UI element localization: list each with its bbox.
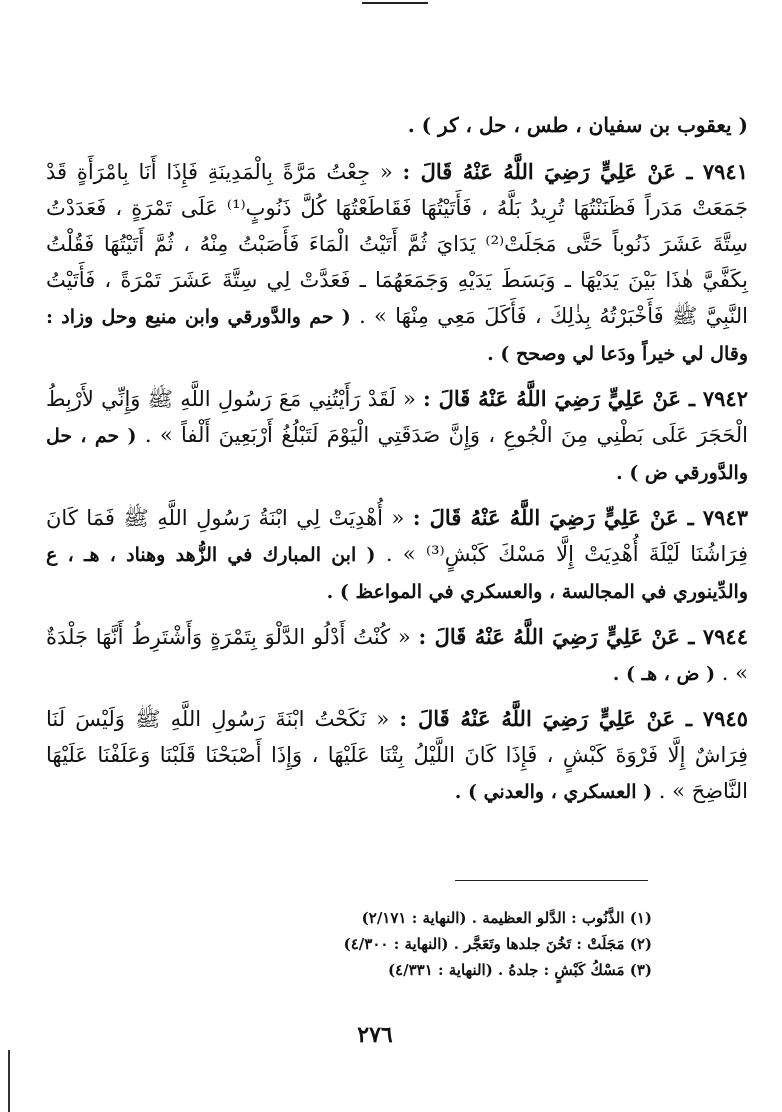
footnotes — [250, 905, 652, 983]
hadith-7945 — [46, 701, 748, 810]
hadith-7944 — [46, 619, 748, 692]
hadith-lead: ٧٩٤١ ـ عَنْ عَلِيٍّ رَضِيَ اللَّهُ عَنْهُ قَالَ : — [402, 159, 748, 184]
hadith-text: « كُنْتُ أَدْلُو الدَّلْوَ بِتَمْرَةٍ وَأَشْتَرِطُ أَنَّهَا جَلْدَةٌ » . — [46, 625, 748, 685]
footnote-1: (١) الذَّنُوب : الدَّلو العظيمة . (النهاية : ٢/١٧١) — [361, 909, 652, 927]
hadith-source: ( حم والدَّورقي وابن منيع وحل وزاد : وقال لي خيراً ودَعا لي وصحح ) . — [46, 306, 748, 365]
hadith-text: « أُهْدِيَتْ لِي ابْنَةُ رَسُولِ اللَّهِ ﷺ فَمَا كَانَ فِرَاشُنَا لَيْلَةَ أُهْدِيَتْ إِلَّا مَسْكَ كَبْشٍ⁽³⁾ » . — [46, 506, 748, 566]
footnote-2: (٢) مَجَلَتْ : تَخُنَ جلدها وتَعَجَّر . (النهاية : ٤/٣٠٠) — [343, 935, 652, 953]
top-rule — [362, 2, 428, 4]
hadith-lead: ٧٩٤٢ ـ عَنْ عَلِيٍّ رَضِيَ اللَّهُ عَنْهُ قَالَ : — [423, 386, 748, 411]
page-number: ٢٧٦ — [357, 1022, 393, 1048]
page-body — [46, 108, 748, 819]
hadith-text: « نَكَحْتُ ابْنَةَ رَسُولِ اللَّهِ ﷺ وَلَيْسَ لَنَا فِرَاشٌ إِلَّا فَرْوَةَ كَبْشٍ ، فَإِذَا كَانَ اللَّيْلُ بِتْنَا عَلَيْهَا ، وَإِذَا أَصْبَحْنَا قَلَبْنَا وَعَلَفْنَا عَلَيْهَا النَّاضِحَ » . — [46, 707, 748, 803]
hadith-7942 — [46, 381, 748, 491]
hadith-text: « جِعْتُ مَرَّةً بِالْمَدِينَةِ فَإِذَا أَنَا بِامْرَأَةٍ قَدْ جَمَعَتْ مَدَراً فَظَنَنْتُهَا تُرِيدُ بَلَّهُ ، فَأَتَيْتُهَا فَقَاطَعْتُهَا كُلَّ ذَنُوبٍ⁽¹⁾ عَلَى تَمْرَةٍ ، فَعَدَدْتُ سِتَّةَ عَشَرَ ذَنُوباً حَتَّى مَجَلَتْ⁽²⁾ يَدَايَ ثُمَّ أَتَيْتُ الْمَاءَ فَأَصَبْتُ مِنْهُ ، ثُمَّ أَتَيْتُهَا فَقُلْتُ بِكَفَّيَّ هٰذَا بَيْنَ يَدَيْهَا ـ وَبَسَطَ يَدَيْهِ وَجَمَعَهُمَا ـ فَعَدَّتْ لِي سِتَّةَ عَشَرَ تَمْرَةً ، فَأَتَيْتُ النَّبِيَّ ﷺ فَأَخْبَرْتُهُ بِذٰلِكَ ، فَأَكَلَ مَعِي مِنْهَا » . — [46, 160, 749, 328]
hadith-source: ( حم ، حل والدَّورقي ض ) . — [46, 425, 748, 484]
footnote-separator — [455, 880, 648, 881]
hadith-source: ( ض ، هـ ) . — [612, 663, 716, 685]
hadith-lead: ٧٩٤٥ ـ عَنْ عَلِيٍّ رَضِيَ اللَّهُ عَنْهُ قَالَ : — [399, 706, 748, 731]
continued-source-line: ( يعقوب بن سفيان ، طس ، حل ، كر ) . — [407, 113, 748, 137]
hadith-source: ( ابن المبارك في الزُّهد وهناد ، هـ ، ع والدِّينوري في المجالسة ، والعسكري في المواعظ ) . — [46, 544, 748, 603]
hadith-7941 — [46, 154, 748, 372]
scan-edge-mark — [8, 1050, 10, 1112]
hadith-source: ( العسكري ، والعدني ) . — [454, 781, 653, 803]
hadith-lead: ٧٩٤٣ ـ عَنْ عَلِيٍّ رَضِيَ اللَّهُ عَنْهُ قَالَ : — [412, 505, 748, 530]
hadith-7943 — [46, 500, 748, 610]
hadith-lead: ٧٩٤٤ ـ عَنْ عَلِيٍّ رَضِيَ اللَّهُ عَنْهُ قَالَ : — [418, 624, 748, 649]
footnote-3: (٣) مَسْكُ كَبْشٍ : جلدهُ . (النهاية : ٤/٣٣١) — [387, 961, 652, 979]
hadith-text: « لَقَدْ رَأَيْتُنِي مَعَ رَسُولِ اللَّهِ ﷺ وَإِنِّي لأَرْبِطُ الْحَجَرَ عَلَى بَطْنِي مِنَ الْجُوعِ ، وَإِنَّ صَدَقَتِي الْيَوْمَ لَتَبْلُغُ أَرْبَعِينَ أَلْفاً » . — [46, 387, 748, 447]
